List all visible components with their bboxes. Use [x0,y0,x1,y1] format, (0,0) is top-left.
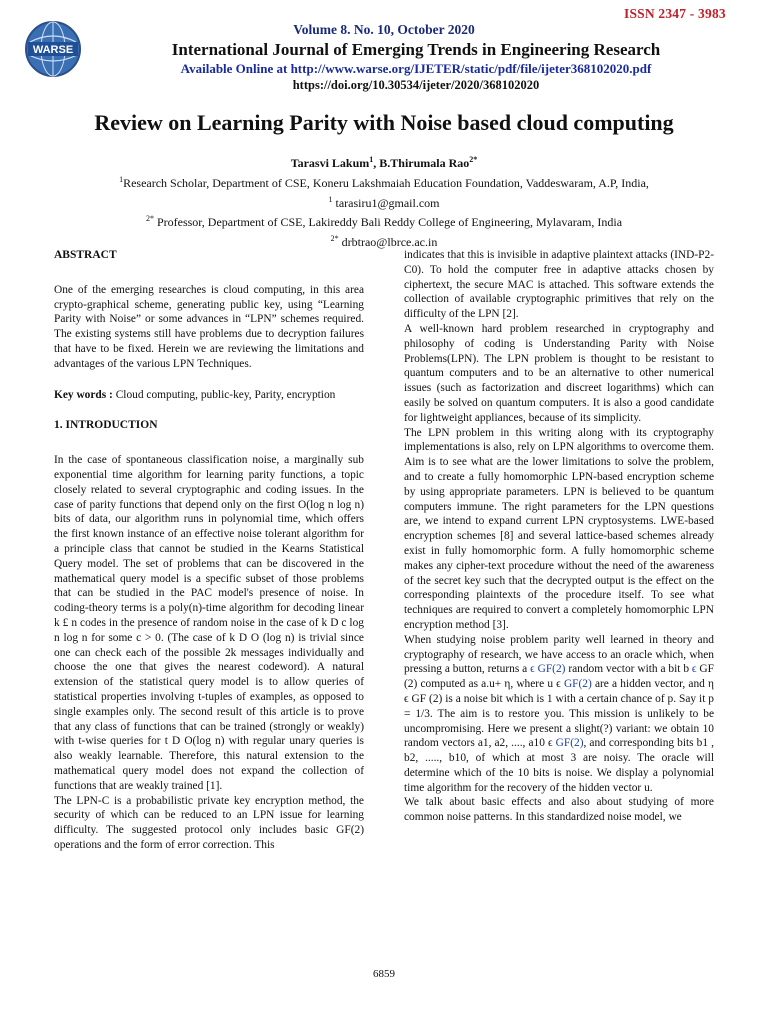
right-paragraph-3: The LPN problem in this writing along with its cryptography implementations is also, rely on LPN algorithms to overcome them. Aim is to see what are the lower limitations to solve the problem, and to create a fully homomorphic LPN-based encryption scheme by using appropriate parameters. LPN is believed to be quantum computers immune. The right parameters for the LPN questions are, we intend to expand current LPN cryptosystems. LWE-based encryption schemes [8] and several lattice-based schemes already exist in fully homomorphic form. A fully homomorphic scheme makes any cipher-text procedure without the need of the awareness of the secret key such that the decrypted output is the effect on the corresponding plaintexts of the procedure itself. To see what techniques are required to convert a completely homomorphic LPN encryption method [3]. [404,426,714,631]
email-1-text: tarasiru1@gmail.com [332,195,440,210]
left-column [54,248,364,853]
abstract-heading: ABSTRACT [54,249,117,261]
journal-name: International Journal of Emerging Trends in Engineering Research [171,40,661,59]
issn-label: ISSN 2347 - 3983 [624,6,726,21]
author-block [40,152,728,251]
svg-text:WARSE: WARSE [32,44,74,56]
affiliation-2 [40,211,728,231]
paper-title: Review on Learning Parity with Noise based cloud computing [94,110,674,135]
abstract-text: One of the emerging researches is cloud computing, in this area crypto-graphical scheme, generating public key, using “Learning Parity with Noise” or some advances in “LPN” schemes required. The existing systems still have problems due to decryption failures that have to be fixed. Herein we are reviewing the limitations and advantages of the various LPN Techniques. [54,283,364,370]
right-column [404,248,714,825]
p4-part-d: are a hidden vector, and η ϵ GF (2) is a noise bit which is 1 with a certain chance of p. Say it p = 1/3. The aim is to restore you. This mission is unlikely to be uncompromising. Here we present a slight(?) variant: we obtain 10 random vectors a1, a2, ...., a10 ϵ [404,678,714,750]
author-line [40,152,728,172]
right-paragraph-4 [404,633,714,796]
available-online-link[interactable]: Available Online at http://www.warse.org/IJETER/static/pdf/file/ijeter368102020.pdf [180,61,652,76]
author-2-sup: 2* [469,155,478,164]
affil-1-sup: 1 [119,174,124,184]
right-paragraph-5: We talk about basic effects and also about studying of more common noise patterns. In this standardized noise model, we [404,796,714,824]
email-1 [40,192,728,212]
affil-2-text: Professor, Department of CSE, Lakireddy Bali Reddy College of Engineering, Mylavaram, India [153,215,623,230]
intro-paragraph-1: In the case of spontaneous classification noise, a marginally sub exponential time algorithm for learning parity functions, a topic closely related to several cryptographic and coding issues. In the case of parity functions that depend only on the first O(log n log n) bits of data, our algorithm runs in polynomial time, which offers the first known instance of an effective noise tolerant algorithm for a principle class that cannot be studied in the Kearns Statistical Query model. The set of problems that can be discovered in the mathematical query model is a specific subset of those problems that can be studied in the PAC model's presence of noise. In coding-theory terms is a poly(n)-time algorithm for decoding linear k £ n codes in the presence of random noise in the case of k D c log n log n for some c > 0. (The case of k D O (log n) is trivial since one can check each of the possible 2k messages individually and choose the one that gives the nearest codeword). A natural extension of the statistical query model is to allow queries of statistical properties involving t-tuples of examples, as opposed to single examples only. The second result of this article is to prove that any class of functions that can be trained (strongly or weakly) with t-wise queries for t D O(log n) with regular unary queries is also weakly learnable. Therefore, this natural extension to the mathematical query model does not expand the collection of functions that are weakly trained [1]. [54,454,364,792]
keywords-text: Cloud computing, public-key, Parity, encryption [112,388,336,401]
affil-1-text: Research Scholar, Department of CSE, Koneru Lakshmaiah Education Foundation, Vaddeswaram, A.P, India, [123,175,649,190]
intro-paragraph-2: The LPN-C is a probabilistic private key encryption method, the security of which can be reduced to an LPN issue for learning difficulty. The suggested protocol only includes basic GF(2) operations and the form of error correction. This [54,794,364,851]
affil-2-sup: 2* [145,214,154,224]
author-sep: , [373,156,380,170]
gf-symbol-2: ϵ [691,663,697,676]
p4-part-c: GF (2) computed as a.u+ η, where u ϵ [404,663,714,691]
gf-symbol-1: ϵ GF(2) [530,663,566,676]
keywords [54,388,364,403]
email-1-sup: 1 [328,194,333,204]
volume-line: Volume 8. No. 10, October 2020 [293,22,475,37]
intro-heading: 1. INTRODUCTION [54,419,158,432]
p4-part-b: random vector with a bit b [565,663,692,676]
email-2-sup: 2* [330,234,339,244]
author-1: Tarasvi Lakum [290,156,370,170]
email-2-text: drbtrao@lbrce.ac.in [338,235,438,250]
right-paragraph-2: A well-known hard problem researched in cryptography and philosophy of coding is Understanding Parity with Noise Problems(LPN). The LPN problem is thought to be resistant to quantum computers and to be an alternative to other numerical issues (such as factorization and discreet logarithms) which can easily be solved on quantum computers. It is also a good candidate for lightweight appliances, because of its simplicity. [404,322,714,424]
author-1-sup: 1 [369,155,374,164]
affiliation-1 [40,172,728,192]
page-number: 6859 [373,968,395,980]
gf-symbol-3: GF(2) [563,678,592,691]
p4-part-e: , and corresponding bits b1 , b2, ....., b10, of which at most 3 are noisy. The oracle will determine which of the 10 bits is noise. We display a polynomial time algorithm for the recovery of the hidden vector u. [404,737,714,794]
p4-part-a: When studying noise problem parity well learned in theory and cryptography of research, we have access to an oracle which, when pressing a button, returns a [404,633,714,676]
doi-link[interactable]: https://doi.org/10.30534/ijeter/2020/368102020 [292,78,540,92]
keywords-label: Key words : [54,388,113,401]
gf-symbol-4: GF(2) [555,737,584,750]
author-2: B.Thirumala Rao [379,156,470,170]
right-paragraph-1: indicates that this is invisible in adaptive plaintext attacks (IND-P2-C0). To hold the computer free in adaptive attacks chosen by ciphertext, the secure MAC is attached. This software extends the collection of available cryptographic primitives that rely on the difficulty of the LPN [2]. [404,249,714,321]
